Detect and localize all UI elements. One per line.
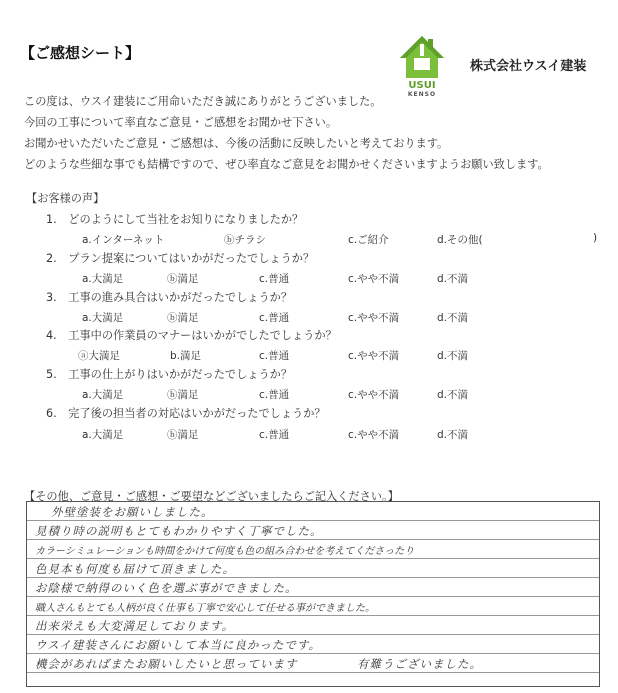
question-text: どのようにして当社をお知りになりましたか？: [68, 213, 304, 226]
company-name: 株式会社ウスイ建装: [470, 59, 587, 74]
question-1: [46, 211, 303, 227]
question-text: 工事の仕上がりはいかがだったでしょうか？: [68, 368, 293, 381]
option[interactable]: d.不満: [437, 389, 469, 401]
option[interactable]: c.ご紹介: [348, 234, 389, 246]
handwritten-line: お陰様で納得のいく色を選ぶ事ができました。: [35, 581, 298, 595]
option[interactable]: c.普通: [259, 429, 290, 441]
option[interactable]: c.やや不満: [348, 312, 400, 324]
option[interactable]: a.インターネット: [82, 234, 165, 246]
handwritten-line: 見積り時の説明もとてもわかりやすく丁寧でした。: [35, 524, 323, 538]
option[interactable]: c.普通: [259, 350, 290, 362]
question-3: [46, 289, 292, 305]
option[interactable]: c.やや不満: [348, 389, 400, 401]
intro-line: どのような些細な事でも結構ですので、ぜひ率直なご意見をお聞かせくださいますようお願い致します。: [24, 158, 549, 171]
option[interactable]: d.不満: [437, 429, 469, 441]
writing-line: [27, 672, 599, 673]
option[interactable]: c.普通: [259, 312, 290, 324]
option[interactable]: a.大満足: [82, 273, 124, 285]
handwritten-line: 出来栄えも大変満足しております。: [35, 619, 235, 633]
writing-line: [27, 539, 599, 540]
writing-line: [27, 653, 599, 654]
logo-text-sub: KENSO: [407, 91, 437, 98]
option-selected[interactable]: ⓑチラシ: [224, 234, 266, 246]
logo-text-main: USUI: [408, 80, 436, 91]
option-selected[interactable]: ⓐ大満足: [78, 350, 120, 362]
question-number: 1.: [46, 213, 57, 226]
option-selected[interactable]: ⓑ満足: [167, 389, 199, 401]
section-title: 【お客様の声】: [26, 192, 105, 205]
question-text: 完了後の担当者の対応はいかがだったでしょうか？: [68, 407, 326, 420]
option-selected[interactable]: ⓑ満足: [167, 312, 199, 324]
intro-line: 今回の工事について率直なご意見・ご感想をお聞かせ下さい。: [24, 116, 338, 129]
option[interactable]: c.やや不満: [348, 429, 400, 441]
option-selected[interactable]: ⓑ満足: [167, 429, 199, 441]
house-logo-icon: [397, 32, 447, 82]
option[interactable]: a.大満足: [82, 312, 124, 324]
question-number: 3.: [46, 291, 57, 304]
question-number: 6.: [46, 407, 57, 420]
handwritten-line: 色見本も何度も届けて頂きました。: [35, 562, 235, 576]
writing-line: [27, 577, 599, 578]
option-close-paren: ): [593, 232, 598, 244]
handwritten-line: 機会があればまたお願いしたいと思っています: [35, 657, 298, 671]
option[interactable]: d.その他(: [437, 234, 483, 246]
writing-line: [27, 634, 599, 635]
handwritten-line: カラーシミュレーションも時間をかけて何度も色の組み合わせを考えてくださったり: [35, 546, 415, 557]
option[interactable]: c.普通: [259, 273, 290, 285]
option[interactable]: d.不満: [437, 312, 469, 324]
question-2: [46, 250, 314, 266]
question-4: [46, 327, 337, 343]
option[interactable]: d.不満: [437, 350, 469, 362]
question-text: 工事中の作業員のマナーはいかがでしたでしょうか？: [68, 329, 337, 342]
option[interactable]: c.やや不満: [348, 350, 400, 362]
comments-label: 【その他、ご意見・ご感想・ご要望などございましたらご記入ください。】: [24, 490, 399, 503]
comments-box: [26, 501, 600, 687]
writing-line: [27, 615, 599, 616]
option[interactable]: a.大満足: [82, 389, 124, 401]
question-number: 2.: [46, 252, 57, 265]
option[interactable]: d.不満: [437, 273, 469, 285]
intro-line: この度は、ウスイ建装にご用命いただき誠にありがとうございました。: [24, 95, 382, 108]
question-text: プラン提案についてはいかがだったでしょうか？: [68, 252, 315, 265]
question-5: [46, 366, 292, 382]
intro-line: お聞かせいただいたご意見・ご感想は、今後の活動に反映したいと考えております。: [24, 137, 449, 150]
handwritten-line: 職人さんもとても人柄が良く仕事も丁寧で安心して任せる事ができました。: [35, 603, 375, 614]
option[interactable]: b.満足: [170, 350, 202, 362]
question-number: 4.: [46, 329, 57, 342]
question-text: 工事の進み具合はいかがだったでしょうか？: [68, 291, 293, 304]
option[interactable]: a.大満足: [82, 429, 124, 441]
handwritten-line: ウスイ建装さんにお願いして本当に良かったです。: [35, 638, 322, 652]
question-number: 5.: [46, 368, 57, 381]
page-title: 【ご感想シート】: [20, 44, 141, 62]
option[interactable]: c.やや不満: [348, 273, 400, 285]
writing-line: [27, 558, 599, 559]
option[interactable]: c.普通: [259, 389, 290, 401]
writing-line: [27, 596, 599, 597]
handwritten-line: 有難うございました。: [357, 657, 482, 671]
handwritten-line: 外壁塗装をお願いしました。: [51, 505, 214, 519]
writing-line: [27, 520, 599, 521]
option-selected[interactable]: ⓑ満足: [167, 273, 199, 285]
question-6: [46, 405, 326, 421]
company-logo: [397, 32, 447, 96]
